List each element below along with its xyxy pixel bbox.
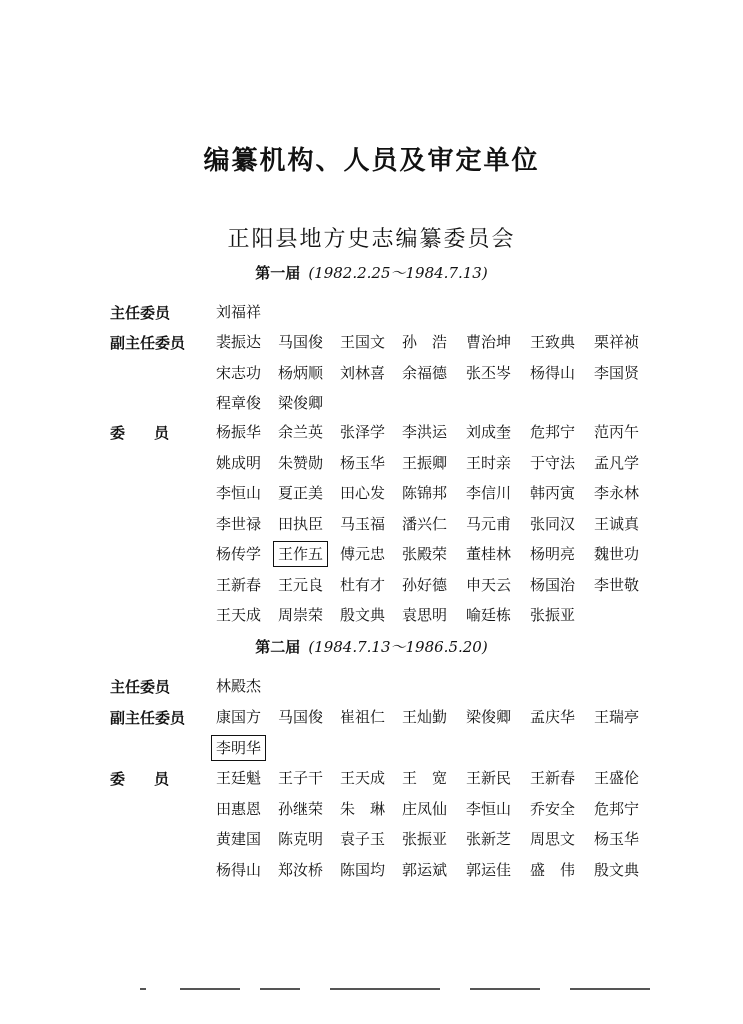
- member-name: 杨振华: [216, 423, 262, 441]
- term-1-vice-chair-label: 副主任委员: [110, 334, 186, 352]
- member-name: 杜有才: [340, 576, 386, 594]
- member-name: 喻廷栋: [466, 606, 512, 624]
- member-name: 王作五: [278, 545, 324, 563]
- member-name: 陈国均: [340, 861, 386, 879]
- member-name: 王天成: [340, 769, 386, 787]
- term-2-name: 第二届: [255, 638, 301, 656]
- term-1-dates: (1982.2.25～1984.7.13): [308, 264, 488, 282]
- term-2-dates: (1984.7.13～1986.5.20): [308, 638, 488, 656]
- member-name: 李信川: [466, 484, 512, 502]
- member-name: 田心发: [340, 484, 386, 502]
- member-name: 王天成: [216, 606, 262, 624]
- member-name: 殷文典: [340, 606, 386, 624]
- member-name: 王国文: [340, 333, 386, 351]
- member-name: 盛 伟: [530, 861, 576, 879]
- term-2-header: [0, 636, 743, 657]
- member-name: 申天云: [466, 576, 512, 594]
- member-name: 潘兴仁: [402, 515, 448, 533]
- member-name: 田惠恩: [216, 800, 262, 818]
- member-name: 程章俊: [216, 394, 262, 412]
- term-1-name: 第一届: [255, 264, 301, 282]
- member-name: 危邦宁: [594, 800, 640, 818]
- member-name: 裴振达: [216, 333, 262, 351]
- member-name: 刘福祥: [216, 303, 262, 321]
- member-name: 王 宽: [402, 769, 448, 787]
- term-1-header: [0, 262, 743, 283]
- member-name: 陈锦邦: [402, 484, 448, 502]
- member-name: 张振亚: [530, 606, 576, 624]
- member-name: 张同汉: [530, 515, 576, 533]
- member-name: 张殿荣: [402, 545, 448, 563]
- member-name: 曹治坤: [466, 333, 512, 351]
- member-name: 杨得山: [216, 861, 262, 879]
- term-2-chair-label: 主任委员: [110, 678, 171, 696]
- member-name: 郭运斌: [402, 861, 448, 879]
- member-name: 王振卿: [402, 454, 448, 472]
- member-name: 王新春: [216, 576, 262, 594]
- member-name: 王子干: [278, 769, 324, 787]
- member-name: 孙继荣: [278, 800, 324, 818]
- member-name: 杨炳顺: [278, 364, 324, 382]
- member-name: 危邦宁: [530, 423, 576, 441]
- member-name: 刘成奎: [466, 423, 512, 441]
- member-name: 李国贤: [594, 364, 640, 382]
- member-name: 王灿勤: [402, 708, 448, 726]
- member-name: 朱赞勋: [278, 454, 324, 472]
- member-name: 于守法: [530, 454, 576, 472]
- member-name: 林殿杰: [216, 677, 262, 695]
- term-2-members-label: 委员: [110, 770, 199, 788]
- member-name: 王致典: [530, 333, 576, 351]
- member-name: 袁思明: [402, 606, 448, 624]
- member-name: 朱 琳: [340, 800, 386, 818]
- member-name: 王诚真: [594, 515, 640, 533]
- member-name: 杨明亮: [530, 545, 576, 563]
- member-name: 田执臣: [278, 515, 324, 533]
- member-name: 李恒山: [466, 800, 512, 818]
- member-name: 康国方: [216, 708, 262, 726]
- member-name: 梁俊卿: [278, 394, 324, 412]
- member-name: 崔祖仁: [340, 708, 386, 726]
- member-name: 张泽学: [340, 423, 386, 441]
- member-name: 栗祥祯: [594, 333, 640, 351]
- member-name: 李明华: [216, 739, 262, 757]
- member-name: 杨国治: [530, 576, 576, 594]
- member-name: 孙好德: [402, 576, 448, 594]
- member-name: 余福德: [402, 364, 448, 382]
- member-name: 梁俊卿: [466, 708, 512, 726]
- member-name: 姚成明: [216, 454, 262, 472]
- member-name: 韩丙寅: [530, 484, 576, 502]
- member-name: 杨得山: [530, 364, 576, 382]
- member-name: 李永林: [594, 484, 640, 502]
- member-name: 杨传学: [216, 545, 262, 563]
- term-1-chair-label: 主任委员: [110, 304, 171, 322]
- member-name: 李世禄: [216, 515, 262, 533]
- term-2-vice-chair-label: 副主任委员: [110, 709, 186, 727]
- member-name: 傅元忠: [340, 545, 386, 563]
- member-name: 杨玉华: [594, 830, 640, 848]
- member-name: 庄凤仙: [402, 800, 448, 818]
- member-name: 王瑞亭: [594, 708, 640, 726]
- member-name: 李世敬: [594, 576, 640, 594]
- committee-title: 正阳县地方史志编纂委员会: [227, 227, 516, 252]
- member-name: 孟庆华: [530, 708, 576, 726]
- member-name: 孙 浩: [402, 333, 448, 351]
- page-heading: 编纂机构、人员及审定单位: [203, 146, 540, 176]
- member-name: 范丙午: [594, 423, 640, 441]
- member-name: 乔安全: [530, 800, 576, 818]
- member-name: 王新民: [466, 769, 512, 787]
- member-name: 王时亲: [466, 454, 512, 472]
- member-name: 马国俊: [278, 708, 324, 726]
- member-name: 王新春: [530, 769, 576, 787]
- member-name: 王元良: [278, 576, 324, 594]
- member-name: 王盛伦: [594, 769, 640, 787]
- member-name: 张振亚: [402, 830, 448, 848]
- member-name: 孟凡学: [594, 454, 640, 472]
- member-name: 宋志功: [216, 364, 262, 382]
- member-name: 周思文: [530, 830, 576, 848]
- member-name: 李恒山: [216, 484, 262, 502]
- member-name: 王廷魁: [216, 769, 262, 787]
- member-name: 张新芝: [466, 830, 512, 848]
- member-name: 黄建国: [216, 830, 262, 848]
- member-name: 郭运佳: [466, 861, 512, 879]
- member-name: 马国俊: [278, 333, 324, 351]
- member-name: 杨玉华: [340, 454, 386, 472]
- member-name: 殷文典: [594, 861, 640, 879]
- member-name: 夏正美: [278, 484, 324, 502]
- member-name: 余兰英: [278, 423, 324, 441]
- member-name: 陈克明: [278, 830, 324, 848]
- term-1-members-label: 委员: [110, 424, 199, 442]
- member-name: 马玉福: [340, 515, 386, 533]
- corner-watermark: [7, 0, 65, 24]
- member-name: 魏世功: [594, 545, 640, 563]
- member-name: 董桂林: [466, 545, 512, 563]
- member-name: 周崇荣: [278, 606, 324, 624]
- member-name: 袁子玉: [340, 830, 386, 848]
- scan-artifact-line: [140, 988, 660, 994]
- member-name: 马元甫: [466, 515, 512, 533]
- member-name: 刘林喜: [340, 364, 386, 382]
- member-name: 李洪运: [402, 423, 448, 441]
- member-name: 张丕岑: [466, 364, 512, 382]
- member-name: 郑汝桥: [278, 861, 324, 879]
